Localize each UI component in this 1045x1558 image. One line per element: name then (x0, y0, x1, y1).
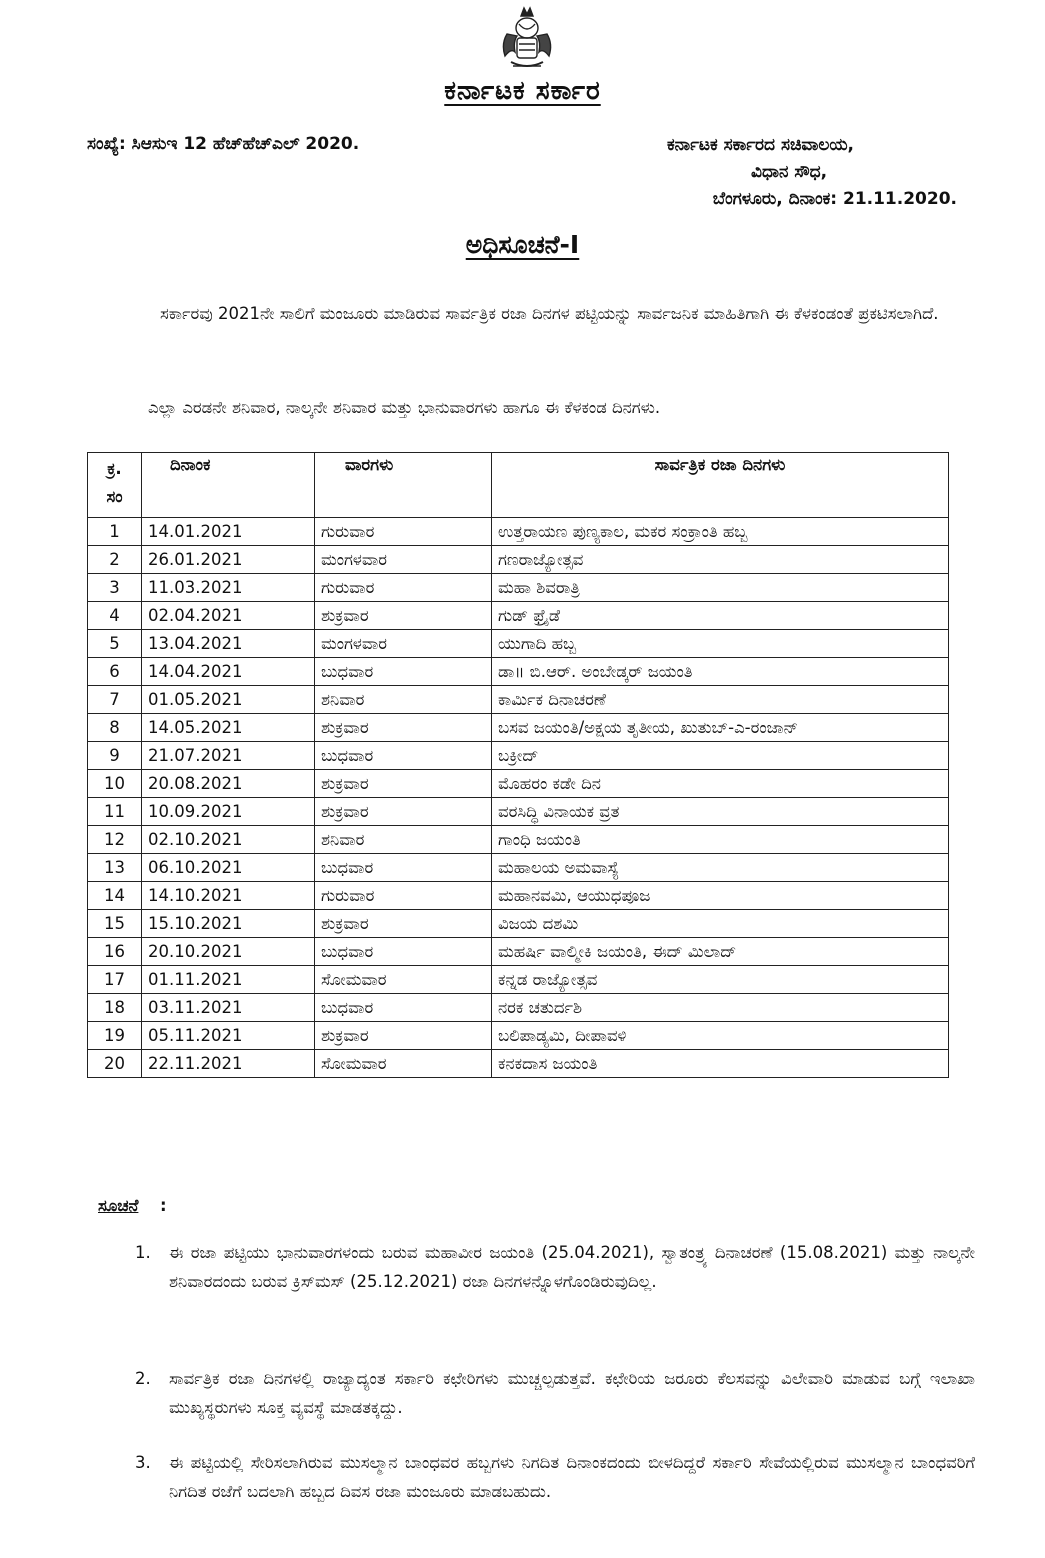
row-day: ಶುಕ್ರವಾರ (315, 602, 492, 630)
row-holiday: ಕನಕದಾಸ ಜಯಂತಿ (492, 1050, 949, 1078)
row-day: ಶನಿವಾರ (315, 826, 492, 854)
row-day: ಬುಧವಾರ (315, 994, 492, 1022)
row-holiday: ಗಾಂಧಿ ಜಯಂತಿ (492, 826, 949, 854)
row-date: 02.04.2021 (142, 602, 315, 630)
row-date: 14.01.2021 (142, 518, 315, 546)
header-serial-line2: ಸಂ (106, 487, 123, 506)
office-line-secretariat: ಕರ್ನಾಟಕ ಸರ್ಕಾರದ ಸಚಿವಾಲಯ, (667, 135, 855, 155)
header-date: ದಿನಾಂಕ (142, 453, 315, 518)
row-day: ಮಂಗಳವಾರ (315, 630, 492, 658)
table-row (88, 518, 949, 546)
row-day: ಗುರುವಾರ (315, 882, 492, 910)
row-date: 20.08.2021 (142, 770, 315, 798)
row-holiday: ಕನ್ನಡ ರಾಜ್ಯೋತ್ಸವ (492, 966, 949, 994)
row-serial: 9 (88, 742, 142, 770)
state-emblem-icon (497, 4, 557, 72)
row-serial: 13 (88, 854, 142, 882)
table-row (88, 1022, 949, 1050)
row-holiday: ಗಣರಾಜ್ಯೋತ್ಸವ (492, 546, 949, 574)
row-holiday: ಬಕ್ರೀದ್ (492, 742, 949, 770)
row-holiday: ಮೊಹರಂ ಕಡೇ ದಿನ (492, 770, 949, 798)
row-date: 21.07.2021 (142, 742, 315, 770)
table-row (88, 854, 949, 882)
table-row (88, 938, 949, 966)
row-day: ಬುಧವಾರ (315, 658, 492, 686)
row-serial: 17 (88, 966, 142, 994)
row-holiday: ಡಾ॥ ಬಿ.ಆರ್. ಅಂಬೇಡ್ಕರ್ ಜಯಂತಿ (492, 658, 949, 686)
row-date: 20.10.2021 (142, 938, 315, 966)
table-row (88, 994, 949, 1022)
table-header-row (88, 453, 949, 518)
row-date: 14.10.2021 (142, 882, 315, 910)
table-row (88, 798, 949, 826)
row-date: 22.11.2021 (142, 1050, 315, 1078)
row-holiday: ಬಲಿಪಾಡ್ಯಮಿ, ದೀಪಾವಳಿ (492, 1022, 949, 1050)
notification-title: ಅಧಿಸೂಚನೆ-I (465, 230, 580, 259)
note-text: ಈ ಪಟ್ಟಿಯಲ್ಲಿ ಸೇರಿಸಲಾಗಿರುವ ಮುಸಲ್ಮಾನ ಬಾಂಧವರ ಹಬ್ಬಗಳು ನಿಗದಿತ ದಿನಾಂಕದಂದು ಬೀಳದಿದ್ದರೆ ಸರ್ಕಾರಿ ಸೇವೆಯಲ್ಲಿರುವ ಮುಸಲ್ಮಾನ ಬಾಂಧವರಿಗೆ ನಿಗದಿತ ರಜೆಗೆ ಬದಲಾಗಿ ಹಬ್ಬದ ದಿವಸ ರಜಾ ಮಂಜೂರು ಮಾಡಬಹುದು. (169, 1453, 975, 1501)
office-line-vidhana-soudha: ವಿಧಾನ ಸೌಧ, (751, 162, 828, 182)
row-serial: 16 (88, 938, 142, 966)
row-holiday: ಯುಗಾದಿ ಹಬ್ಬ (492, 630, 949, 658)
table-row (88, 742, 949, 770)
notes-heading-colon: : (160, 1196, 167, 1215)
row-date: 14.04.2021 (142, 658, 315, 686)
row-day: ಗುರುವಾರ (315, 574, 492, 602)
row-day: ಬುಧವಾರ (315, 938, 492, 966)
note-number: 3. (135, 1453, 151, 1472)
row-date: 15.10.2021 (142, 910, 315, 938)
row-holiday: ಉತ್ತರಾಯಣ ಪುಣ್ಯಕಾಲ, ಮಕರ ಸಂಕ್ರಾಂತಿ ಹಬ್ಬ (492, 518, 949, 546)
row-holiday: ಮಹಾ ಶಿವರಾತ್ರಿ (492, 574, 949, 602)
row-date: 10.09.2021 (142, 798, 315, 826)
row-serial: 14 (88, 882, 142, 910)
row-date: 03.11.2021 (142, 994, 315, 1022)
row-day: ಮಂಗಳವಾರ (315, 546, 492, 574)
row-serial: 19 (88, 1022, 142, 1050)
header-serial-line1: ಕ್ರ. (107, 459, 122, 478)
note-item (135, 1448, 975, 1506)
table-row (88, 658, 949, 686)
row-serial: 6 (88, 658, 142, 686)
table-row (88, 910, 949, 938)
header-serial (88, 453, 142, 518)
government-title: ಕರ್ನಾಟಕ ಸರ್ಕಾರ (444, 76, 601, 106)
note-number: 1. (135, 1243, 151, 1262)
row-holiday: ವರಸಿದ್ಧಿ ವಿನಾಯಕ ವ್ರತ (492, 798, 949, 826)
row-day: ಶುಕ್ರವಾರ (315, 910, 492, 938)
row-serial: 10 (88, 770, 142, 798)
row-serial: 5 (88, 630, 142, 658)
note-item (135, 1364, 975, 1422)
row-holiday: ಬಸವ ಜಯಂತಿ/ಅಕ್ಷಯ ತೃತೀಯ, ಖುತುಬ್-ಎ-ರಂಜಾನ್ (492, 714, 949, 742)
table-row (88, 686, 949, 714)
table-row (88, 546, 949, 574)
row-serial: 15 (88, 910, 142, 938)
row-day: ಶುಕ್ರವಾರ (315, 770, 492, 798)
row-day: ಬುಧವಾರ (315, 742, 492, 770)
row-day: ಸೋಮವಾರ (315, 1050, 492, 1078)
row-date: 11.03.2021 (142, 574, 315, 602)
header-holiday: ಸಾರ್ವತ್ರಿಕ ರಜಾ ದಿನಗಳು (492, 453, 949, 518)
table-row (88, 714, 949, 742)
row-day: ಶುಕ್ರವಾರ (315, 714, 492, 742)
table-row (88, 1050, 949, 1078)
row-serial: 7 (88, 686, 142, 714)
intro-paragraph: ಸರ್ಕಾರವು 2021ನೇ ಸಾಲಿಗೆ ಮಂಜೂರು ಮಾಡಿರುವ ಸಾರ್ವತ್ರಿಕ ರಜಾ ದಿನಗಳ ಪಟ್ಟಿಯನ್ನು ಸಾರ್ವಜನಿಕ ಮಾಹಿತಿಗಾಗಿ ಈ ಕೆಳಕಂಡಂತೆ ಪ್ರಕಟಿಸಲಾಗಿದೆ. (160, 304, 939, 323)
row-serial: 12 (88, 826, 142, 854)
row-day: ಶುಕ್ರವಾರ (315, 798, 492, 826)
table-row (88, 602, 949, 630)
row-holiday: ಕಾರ್ಮಿಕ ದಿನಾಚರಣೆ (492, 686, 949, 714)
row-day: ಶುಕ್ರವಾರ (315, 1022, 492, 1050)
note-text: ಈ ರಜಾ ಪಟ್ಟಿಯು ಭಾನುವಾರಗಳಂದು ಬರುವ ಮಹಾವೀರ ಜಯಂತಿ (25.04.2021), ಸ್ವಾತಂತ್ರ್ಯ ದಿನಾಚರಣೆ (15.08.2021) ಮತ್ತು ನಾಲ್ಕನೇ ಶನಿವಾರದಂದು ಬರುವ ಕ್ರಿಸ್‌ಮಸ್ (25.12.2021) ರಜಾ ದಿನಗಳನ್ನೊಳಗೊಂಡಿರುವುದಿಲ್ಲ. (169, 1243, 975, 1291)
table-row (88, 966, 949, 994)
row-day: ಸೋಮವಾರ (315, 966, 492, 994)
reference-number: ಸಂಖ್ಯೆ: ಸಿಆಸುಇ 12 ಹೆಚ್‌ಹೆಚ್‌ಎಲ್ 2020. (87, 134, 360, 154)
row-serial: 20 (88, 1050, 142, 1078)
row-serial: 3 (88, 574, 142, 602)
note-number: 2. (135, 1369, 151, 1388)
row-holiday: ಮಹಾನವಮಿ, ಆಯುಧಪೂಜ (492, 882, 949, 910)
note-item (135, 1238, 975, 1296)
table-row (88, 630, 949, 658)
table-row (88, 574, 949, 602)
row-date: 13.04.2021 (142, 630, 315, 658)
row-serial: 2 (88, 546, 142, 574)
row-day: ಶನಿವಾರ (315, 686, 492, 714)
row-date: 06.10.2021 (142, 854, 315, 882)
table-row (88, 770, 949, 798)
holiday-table (87, 452, 949, 1078)
row-serial: 11 (88, 798, 142, 826)
table-row (88, 826, 949, 854)
row-serial: 4 (88, 602, 142, 630)
row-holiday: ಮಹರ್ಷಿ ವಾಲ್ಮೀಕಿ ಜಯಂತಿ, ಈದ್ ಮಿಲಾದ್ (492, 938, 949, 966)
row-date: 01.05.2021 (142, 686, 315, 714)
office-line-date: ಬೆಂಗಳೂರು, ದಿನಾಂಕ: 21.11.2020. (712, 189, 957, 209)
row-holiday: ವಿಜಯ ದಶಮಿ (492, 910, 949, 938)
notes-heading: ಸೂಚನೆ (98, 1196, 139, 1215)
table-row (88, 882, 949, 910)
row-date: 02.10.2021 (142, 826, 315, 854)
row-day: ಬುಧವಾರ (315, 854, 492, 882)
row-date: 01.11.2021 (142, 966, 315, 994)
row-holiday: ನರಕ ಚತುರ್ದಶಿ (492, 994, 949, 1022)
weekly-off-line: ಎಲ್ಲಾ ಎರಡನೇ ಶನಿವಾರ, ನಾಲ್ಕನೇ ಶನಿವಾರ ಮತ್ತು ಭಾನುವಾರಗಳು ಹಾಗೂ ಈ ಕೆಳಕಂಡ ದಿನಗಳು. (148, 398, 661, 417)
row-serial: 8 (88, 714, 142, 742)
row-date: 14.05.2021 (142, 714, 315, 742)
office-address (667, 132, 957, 213)
row-holiday: ಗುಡ್ ಫ್ರೈಡೆ (492, 602, 949, 630)
row-day: ಗುರುವಾರ (315, 518, 492, 546)
row-serial: 18 (88, 994, 142, 1022)
note-text: ಸಾರ್ವತ್ರಿಕ ರಜಾ ದಿನಗಳಲ್ಲಿ ರಾಜ್ಯಾದ್ಯಂತ ಸರ್ಕಾರಿ ಕಛೇರಿಗಳು ಮುಚ್ಚಲ್ಪಡುತ್ತವೆ. ಕಛೇರಿಯ ಜರೂರು ಕೆಲಸವನ್ನು ವಿಲೇವಾರಿ ಮಾಡುವ ಬಗ್ಗೆ ಇಲಾಖಾ ಮುಖ್ಯಸ್ಥರುಗಳು ಸೂಕ್ತ ವ್ಯವಸ್ಥೆ ಮಾಡತಕ್ಕದ್ದು. (169, 1369, 975, 1417)
row-serial: 1 (88, 518, 142, 546)
row-date: 26.01.2021 (142, 546, 315, 574)
row-holiday: ಮಹಾಲಯ ಅಮವಾಸ್ಯೆ (492, 854, 949, 882)
header-day: ವಾರಗಳು (315, 453, 492, 518)
row-date: 05.11.2021 (142, 1022, 315, 1050)
